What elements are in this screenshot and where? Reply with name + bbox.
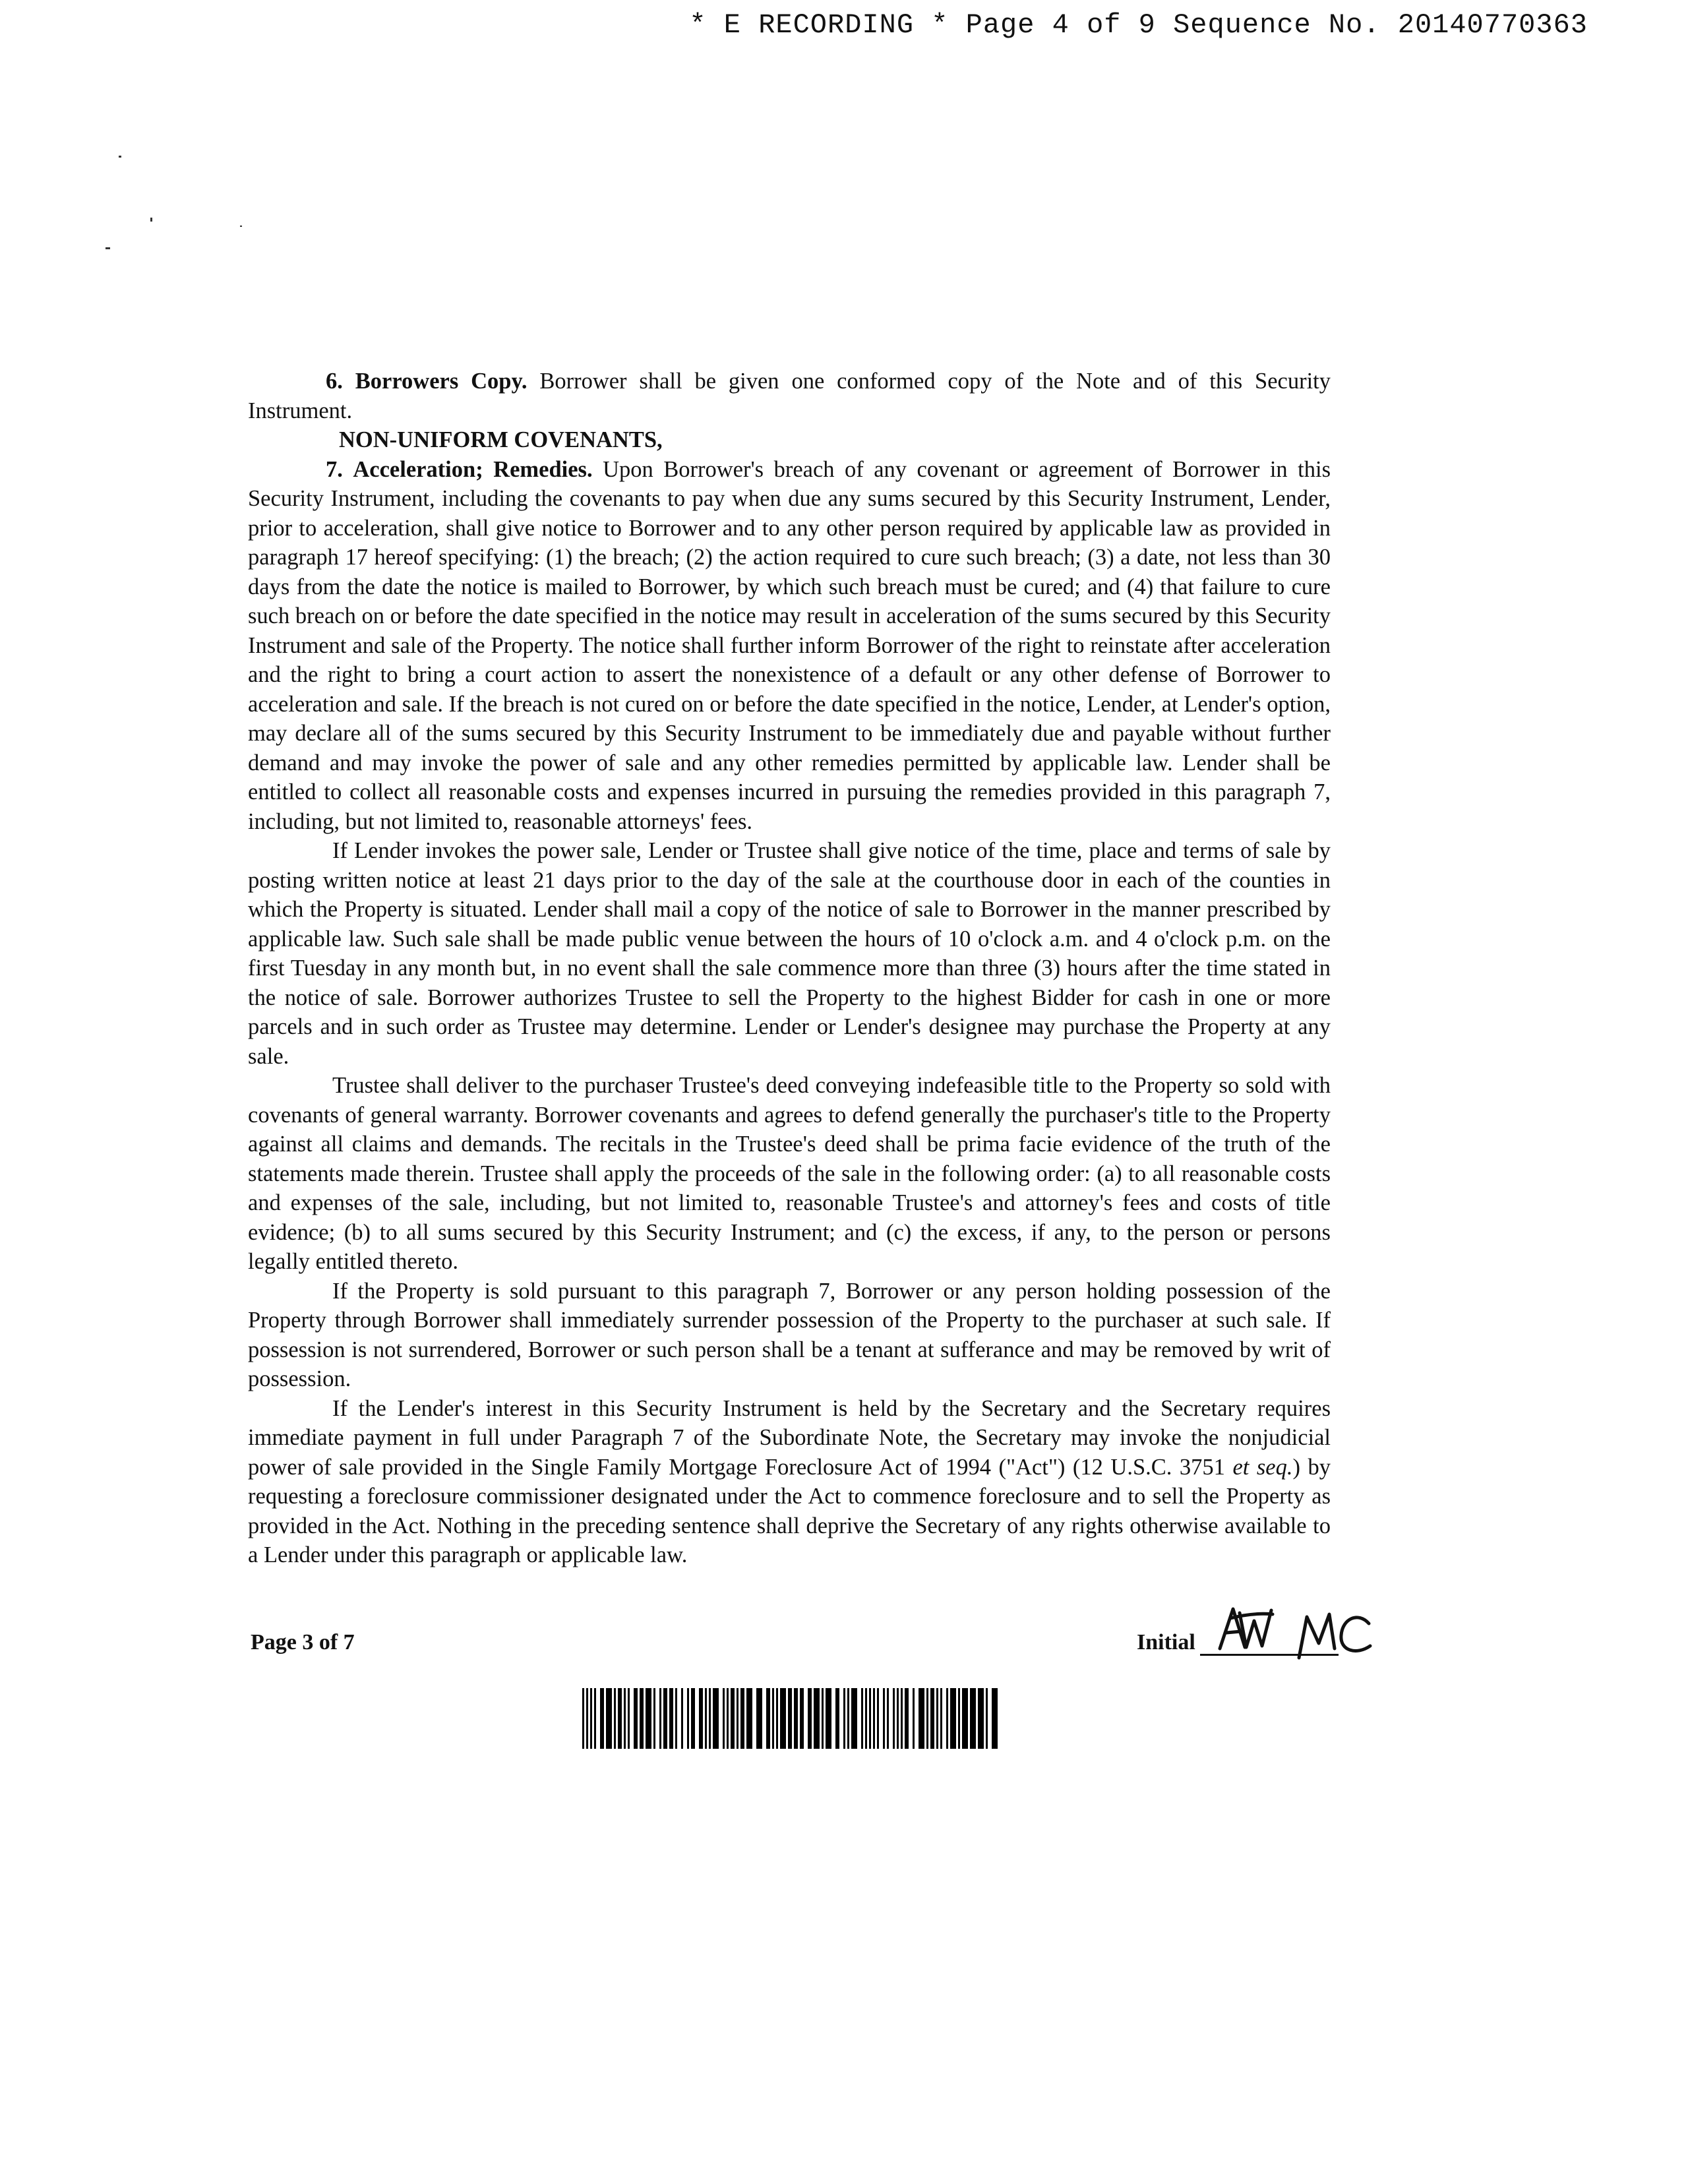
initial-label: Initial xyxy=(1137,1630,1195,1654)
section-6-paragraph xyxy=(248,367,1331,425)
barcode-bar xyxy=(992,1688,998,1749)
section-7-title: Acceleration; Remedies. xyxy=(353,456,593,482)
barcode-bar xyxy=(713,1688,719,1749)
power-of-sale-paragraph: If Lender invokes the power sale, Lender or Trustee shall give notice of the time, place and terms of sale by posting written notice at least 21 days prior to the day of the sale at the courthouse door in each of the counties in which the Property is situated. Lender shall mail a copy of the notice of sale to Borrower in the manner prescribed by applicable law. Such sale shall be made public venue between the hours of 10 o'clock a.m. and 4 o'clock p.m. on the first Tuesday in any month but, in no event shall the sale commence more than three (3) hours after the time stated in the notice of sale. Borrower authorizes Trustee to sell the Property to the highest Bidder for cash in one or more parcels and in such order as Trustee may determine. Lender or Lender's designee may purchase the Property at any sale. xyxy=(248,838,1331,1069)
secretary-text-part-1: If the Lender's interest in this Security Instrument is held by the Secretary and the Secretary requires immediate payment in full under Paragraph 7 of the Subordinate Note, the Secretary may invoke the nonjudicial power of sale provided in the Single Family Mortgage Foreclosure Act of 1994 ("Act") (12 U.S.C. 3751 xyxy=(248,1395,1331,1480)
barcode-bar xyxy=(970,1688,976,1749)
section-7-paragraph xyxy=(248,455,1331,837)
secretary-text-italic: et seq. xyxy=(1232,1454,1293,1480)
section-7-text: Upon Borrower's breach of any covenant or agreement of Borrower in this Security Instrument, including the covenants to pay when due any sums secured by this Security Instrument, Lender, prior to acceleration, shall give notice to Borrower and to any other person required by applicable law as provided in paragraph 17 hereof specifying: (1) the breach; (2) the action required to cure such breach; (3) a date, not less than 30 days from the date the notice is mailed to Borrower, by which such breach must be cured; and (4) that failure to cure such breach on or before the date specified in the notice may result in acceleration of the sums secured by this Security Instrument and sale of the Property. The notice shall further inform Borrower of the right to reinstate after acceleration and the right to bring a court action to assert the nonexistence of a default or any other defense of Borrower to acceleration and sale. If the breach is not cured on or before the date specified in the notice, Lender, at Lender's option, may declare all of the sums secured by this Security Instrument to be immediately due and payable without further demand and may invoke the power of sale and any other remedies permitted by applicable law. Lender shall be entitled to collect all reasonable costs and expenses incurred in pursuing the remedies provided in this paragraph 7, including, but not limited to, reasonable attorneys' fees. xyxy=(248,456,1331,834)
recording-stamp: * E RECORDING * Page 4 of 9 Sequence No. 20140770363 xyxy=(689,9,1588,41)
page-number: Page 3 of 7 xyxy=(251,1630,355,1654)
barcode-bar xyxy=(919,1688,924,1749)
barcode-bar xyxy=(746,1688,752,1749)
barcode-bar xyxy=(962,1688,968,1749)
section-6-number: 6. xyxy=(326,369,343,394)
section-7-number: 7. xyxy=(326,456,343,482)
scan-speck xyxy=(106,247,110,249)
barcode-bar xyxy=(606,1688,612,1749)
secretary-paragraph xyxy=(248,1394,1331,1570)
scan-speck xyxy=(150,218,152,222)
trustee-deed-paragraph: Trustee shall deliver to the purchaser Trustee's deed conveying indefeasible title to the Property so sold with covenants of general warranty. Borrower covenants and agrees to defend generally the purchaser's title to the Property against all claims and demands. The recitals in the Trustee's deed shall be prima facie evidence of the truth of the statements made therein. Trustee shall apply the proceeds of the sale in the following order: (a) to all reasonable costs and expenses of the sale, including, but not limited to, reasonable Trustee's and attorney's fees and costs of title evidence; (b) to all sums secured by this Security Instrument; and (c) the excess, if any, to the person or persons legally entitled thereto. xyxy=(248,1073,1331,1274)
barcode-bar xyxy=(826,1688,831,1749)
document-body xyxy=(248,367,1331,1570)
scan-speck xyxy=(119,156,121,158)
barcode-bar xyxy=(780,1688,786,1749)
barcode-bar xyxy=(978,1688,984,1749)
barcode-bar xyxy=(814,1688,820,1749)
barcode xyxy=(582,1688,998,1749)
handwritten-initials xyxy=(1207,1594,1378,1674)
barcode-bar xyxy=(950,1688,956,1749)
possession-paragraph: If the Property is sold pursuant to this paragraph 7, Borrower or any person holding possession of the Property through Borrower shall immediately surrender possession of the Property to the purchaser at such sale. If possession is not surrendered, Borrower or such person shall be a tenant at sufferance and may be removed by writ of possession. xyxy=(248,1278,1331,1391)
section-6-title: Borrowers Copy. xyxy=(355,369,528,394)
barcode-bar xyxy=(646,1688,651,1749)
barcode-bar xyxy=(851,1688,857,1749)
section-6-text: Borrower shall be given one conformed copy of the Note and of this Security Instrument. xyxy=(248,369,1331,423)
barcode-bar xyxy=(756,1688,762,1749)
non-uniform-covenants-heading: NON-UNIFORM COVENANTS, xyxy=(339,427,663,452)
scan-speck xyxy=(240,226,242,227)
secretary-text-part-2: ) by requesting a foreclosure commissioner designated under the Act to commence foreclosure and to sell the Property as provided in the Act. Nothing in the preceding sentence shall deprive the Secretary of any rights otherwise available to a Lender under this paragraph or applicable law. xyxy=(248,1454,1331,1567)
